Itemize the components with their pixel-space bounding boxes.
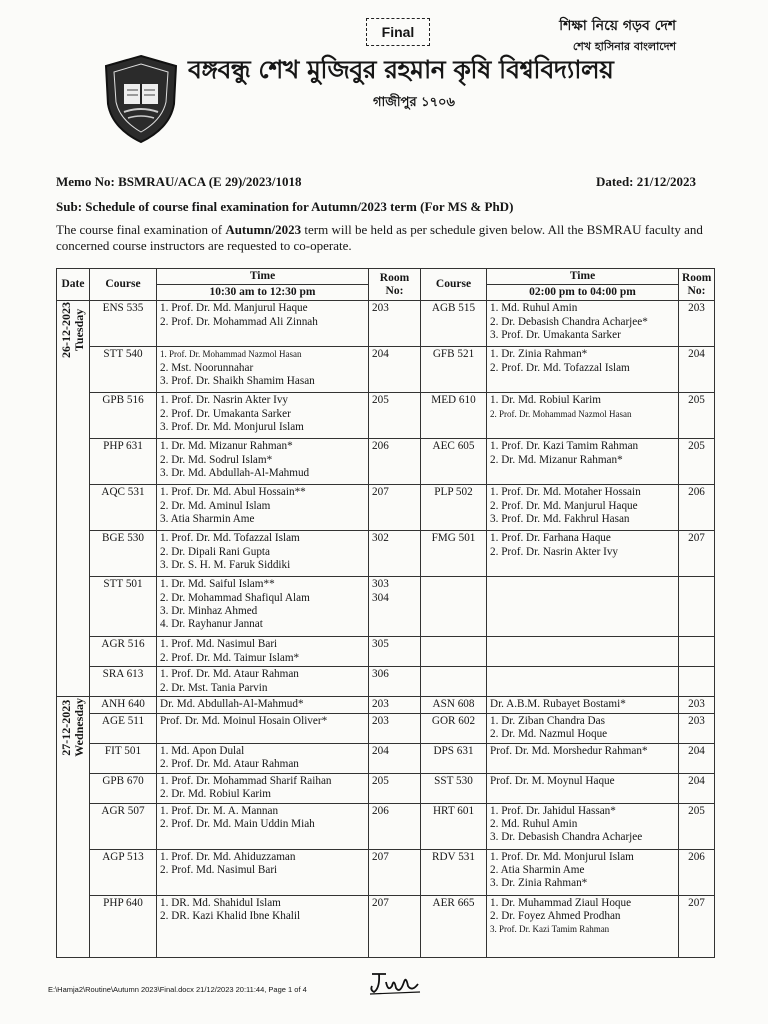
instructor-name: 1. Prof. Md. Nasimul Bari — [160, 638, 278, 651]
schedule-body — [57, 301, 715, 957]
instructor-name: 3. Dr. Zinia Rahman* — [490, 877, 588, 890]
instructor-name: 2. Dr. Debasish Chandra Acharjee* — [490, 315, 648, 328]
course-code-am: AGP 513 — [90, 849, 157, 895]
instructor-name: 3. Prof. Dr. Umakanta Sarker — [490, 328, 621, 341]
course-code-am: ANH 640 — [90, 697, 157, 713]
room-am — [369, 803, 421, 849]
course-code-pm: RDV 531 — [421, 849, 487, 895]
schedule-row — [57, 697, 715, 713]
room-pm: 204 — [679, 743, 715, 773]
room-am — [369, 531, 421, 577]
course-code-pm: GFB 521 — [421, 347, 487, 393]
instructor-name: 2. Prof. Dr. Mohammad Nazmol Hasan — [490, 408, 632, 419]
exam-schedule-table — [56, 268, 715, 958]
room-number: 303 — [372, 578, 389, 591]
room-number: 205 — [372, 394, 389, 407]
instructors-am — [157, 347, 369, 393]
instructor-name: 1. Dr. Ziban Chandra Das — [490, 714, 605, 727]
motto-line-1: শিক্ষা নিয়ে গড়ব দেশ — [559, 18, 676, 34]
room-pm: 203 — [679, 697, 715, 713]
instructor-name: 2. Prof. Md. Nasimul Bari — [160, 863, 278, 876]
room-am — [369, 347, 421, 393]
room-pm: 207 — [679, 531, 715, 577]
course-code-am: STT 501 — [90, 577, 157, 637]
room-number: 204 — [372, 348, 389, 361]
course-code-pm: SST 530 — [421, 773, 487, 803]
room-pm — [679, 667, 715, 697]
course-code-am: GPB 516 — [90, 393, 157, 439]
course-code-pm: ASN 608 — [421, 697, 487, 713]
room-am — [369, 713, 421, 743]
instructor-name: 1. Dr. Md. Robiul Karim — [490, 394, 601, 407]
room-pm: 206 — [679, 485, 715, 531]
course-code-am: BGE 530 — [90, 531, 157, 577]
instructor-name: 1. Dr. Muhammad Ziaul Hoque — [490, 896, 632, 909]
memo-intro — [56, 222, 718, 254]
course-code-am: PHP 631 — [90, 439, 157, 485]
instructors-pm — [487, 743, 679, 773]
course-code-pm — [421, 577, 487, 637]
course-code-pm: AER 665 — [421, 895, 487, 957]
instructor-name: 1. Prof. Dr. Mohammad Sharif Raihan — [160, 774, 332, 787]
instructor-name: Prof. Dr. M. Moynul Haque — [490, 774, 615, 787]
exam-date-label — [60, 302, 86, 358]
schedule-row — [57, 849, 715, 895]
instructor-name: 1. Md. Ruhul Amin — [490, 302, 578, 315]
schedule-row — [57, 743, 715, 773]
instructors-pm — [487, 393, 679, 439]
instructors-am — [157, 697, 369, 713]
instructor-name: 3. Dr. S. H. M. Faruk Siddiki — [160, 558, 291, 571]
course-code-am: ENS 535 — [90, 301, 157, 347]
instructors-pm — [487, 773, 679, 803]
header-afternoon-slot: 02:00 pm to 04:00 pm — [487, 285, 679, 301]
instructor-name: 2. Dr. Md. Sodrul Islam* — [160, 453, 273, 466]
instructor-name: 2. Prof. Dr. Nasrin Akter Ivy — [490, 545, 619, 558]
instructor-name: 3. Dr. Debasish Chandra Acharjee — [490, 831, 643, 844]
room-am — [369, 773, 421, 803]
instructors-pm — [487, 697, 679, 713]
instructor-name: 1. Dr. Md. Saiful Islam** — [160, 578, 275, 591]
instructor-name: 1. Prof. Dr. Md. Manjurul Haque — [160, 302, 308, 315]
room-pm: 206 — [679, 849, 715, 895]
room-am — [369, 895, 421, 957]
university-location: গাজীপুর ১৭০৬ — [373, 95, 455, 110]
instructors-pm — [487, 439, 679, 485]
schedule-row — [57, 773, 715, 803]
instructor-name: 2. Prof. Dr. Md. Main Uddin Miah — [160, 817, 315, 830]
instructors-am — [157, 773, 369, 803]
header-room-am: Room No: — [369, 269, 421, 301]
instructor-name: 1. Prof. Dr. Md. Tofazzal Islam — [160, 532, 300, 545]
course-code-am: SRA 613 — [90, 667, 157, 697]
instructor-name: 2. Dr. Md. Aminul Islam — [160, 499, 271, 512]
instructor-name: 1. Prof. Dr. M. A. Mannan — [160, 804, 279, 817]
room-pm: 205 — [679, 803, 715, 849]
room-pm: 205 — [679, 439, 715, 485]
instructors-am — [157, 301, 369, 347]
instructor-name: 3. Prof. Dr. Md. Monjurul Islam — [160, 420, 304, 433]
room-number: 203 — [372, 302, 389, 315]
instructor-name: 1. Prof. Dr. Jahidul Hassan* — [490, 804, 616, 817]
instructor-name: 1. Dr. Md. Mizanur Rahman* — [160, 440, 293, 453]
course-code-pm: AGB 515 — [421, 301, 487, 347]
instructor-name: 1. Prof. Dr. Farhana Haque — [490, 532, 611, 545]
schedule-row — [57, 393, 715, 439]
instructor-name: 1. DR. Md. Shahidul Islam — [160, 896, 281, 909]
room-pm: 203 — [679, 713, 715, 743]
room-number: 205 — [372, 774, 389, 787]
course-code-am: AQC 531 — [90, 485, 157, 531]
room-number: 306 — [372, 668, 389, 681]
header-course-pm: Course — [421, 269, 487, 301]
instructors-pm — [487, 577, 679, 637]
instructor-name: 1. Prof. Dr. Md. Ahiduzzaman — [160, 850, 296, 863]
instructor-name: Prof. Dr. Md. Morshedur Rahman* — [490, 744, 648, 757]
instructor-name: 1. Prof. Dr. Md. Ataur Rahman — [160, 668, 299, 681]
course-code-pm: HRT 601 — [421, 803, 487, 849]
course-code-pm: PLP 502 — [421, 485, 487, 531]
exam-date-label — [60, 698, 86, 757]
signature — [368, 968, 422, 996]
instructors-am — [157, 713, 369, 743]
room-number: 207 — [372, 850, 389, 863]
instructor-name: 2. Prof. Dr. Md. Manjurul Haque — [490, 499, 638, 512]
room-am — [369, 485, 421, 531]
room-number: 206 — [372, 440, 389, 453]
instructor-name: 4. Dr. Rayhanur Jannat — [160, 618, 263, 631]
schedule-row — [57, 531, 715, 577]
room-am — [369, 393, 421, 439]
room-pm: 205 — [679, 393, 715, 439]
schedule-row — [57, 347, 715, 393]
instructor-name: 2. Dr. Md. Mizanur Rahman* — [490, 453, 623, 466]
instructors-pm — [487, 485, 679, 531]
schedule-row — [57, 895, 715, 957]
instructor-name: 1. Dr. Zinia Rahman* — [490, 348, 588, 361]
instructor-name: 2. Atia Sharmin Ame — [490, 863, 585, 876]
room-pm: 207 — [679, 895, 715, 957]
room-am — [369, 849, 421, 895]
room-am — [369, 637, 421, 667]
intro-text-end: term will be held as per schedule given below. All the BSMRAU faculty and concerned course instructors are requested to co-operate. — [56, 222, 703, 253]
instructors-pm — [487, 531, 679, 577]
instructor-name: Dr. A.B.M. Rubayet Bostami* — [490, 698, 626, 711]
instructor-name: 2. Prof. Dr. Mohammad Ali Zinnah — [160, 315, 318, 328]
university-logo — [100, 54, 182, 144]
instructors-am — [157, 803, 369, 849]
instructors-am — [157, 637, 369, 667]
course-code-am: AGR 507 — [90, 803, 157, 849]
schedule-row — [57, 803, 715, 849]
instructor-name: 2. Dr. Md. Robiul Karim — [160, 787, 271, 800]
instructor-name: 2. Dr. Mohammad Shafiqul Alam — [160, 591, 310, 604]
instructor-name: 1. Md. Apon Dulal — [160, 744, 245, 757]
instructor-name: 2. Md. Ruhul Amin — [490, 817, 578, 830]
instructor-name: 2. Prof. Dr. Md. Tofazzal Islam — [490, 361, 630, 374]
room-am — [369, 301, 421, 347]
room-number: 203 — [372, 698, 389, 711]
room-number: 206 — [372, 804, 389, 817]
instructor-name: 2. Mst. Noorunnahar — [160, 361, 254, 374]
date-cell — [57, 697, 90, 957]
schedule-row — [57, 485, 715, 531]
course-code-pm — [421, 637, 487, 667]
instructor-name: 2. Prof. Dr. Md. Taimur Islam* — [160, 651, 300, 664]
exam-weekday: Wednesday — [72, 698, 87, 758]
instructor-name: 1. Prof. Dr. Md. Abul Hossain** — [160, 486, 306, 499]
instructor-name: 3. Prof. Dr. Kazi Tamim Rahman — [490, 924, 610, 935]
room-am — [369, 577, 421, 637]
room-am — [369, 439, 421, 485]
intro-text-start: The course final examination of — [56, 222, 226, 237]
memo-date: Dated: 21/12/2023 — [595, 174, 696, 189]
instructors-am — [157, 895, 369, 957]
course-code-pm: MED 610 — [421, 393, 487, 439]
instructors-pm — [487, 803, 679, 849]
room-number: 204 — [372, 744, 389, 757]
instructors-am — [157, 393, 369, 439]
room-pm: 204 — [679, 773, 715, 803]
course-code-am: STT 540 — [90, 347, 157, 393]
instructor-name: 3. Atia Sharmin Ame — [160, 512, 255, 525]
schedule-row — [57, 713, 715, 743]
instructors-pm — [487, 347, 679, 393]
instructor-name: 3. Dr. Minhaz Ahmed — [160, 604, 258, 617]
course-code-pm — [421, 667, 487, 697]
room-pm: 203 — [679, 301, 715, 347]
header-morning-slot: 10:30 am to 12:30 pm — [157, 285, 369, 301]
course-code-pm: DPS 631 — [421, 743, 487, 773]
instructor-name: Prof. Dr. Md. Moinul Hosain Oliver* — [160, 714, 328, 727]
room-am — [369, 743, 421, 773]
instructor-name: 1. Prof. Dr. Md. Motaher Hossain — [490, 486, 641, 499]
room-number: 207 — [372, 896, 389, 909]
header-date: Date — [57, 269, 90, 301]
exam-weekday: Tuesday — [72, 309, 87, 352]
course-code-pm: GOR 602 — [421, 713, 487, 743]
room-am — [369, 697, 421, 713]
instructors-pm — [487, 637, 679, 667]
file-info-footer: E:\Hamja2\Routine\Autumn 2023\Final.docx 21/12/2023 20:11:44, Page 1 of 4 — [48, 985, 307, 994]
motto-line-2: শেখ হাসিনার বাংলাদেশ — [572, 40, 676, 53]
course-code-pm: FMG 501 — [421, 531, 487, 577]
instructor-name: 1. Prof. Dr. Nasrin Akter Ivy — [160, 394, 289, 407]
schedule-row — [57, 301, 715, 347]
instructors-pm — [487, 667, 679, 697]
instructors-am — [157, 439, 369, 485]
course-code-pm: AEC 605 — [421, 439, 487, 485]
room-number: 305 — [372, 638, 389, 651]
instructor-name: 2. Prof. Dr. Md. Ataur Rahman — [160, 757, 299, 770]
header-course-am: Course — [90, 269, 157, 301]
instructor-name: 3. Prof. Dr. Shaikh Shamim Hasan — [160, 374, 315, 387]
course-code-am: AGE 511 — [90, 713, 157, 743]
room-number: 207 — [372, 486, 389, 499]
header-time-pm: Time — [487, 269, 679, 285]
instructor-name: 3. Dr. Md. Abdullah-Al-Mahmud — [160, 466, 310, 479]
room-pm — [679, 577, 715, 637]
instructor-name: 3. Prof. Dr. Md. Fakhrul Hasan — [490, 512, 630, 525]
course-code-am: AGR 516 — [90, 637, 157, 667]
instructors-am — [157, 485, 369, 531]
instructor-name: Dr. Md. Abdullah-Al-Mahmud* — [160, 698, 304, 711]
room-number: 304 — [372, 591, 389, 604]
header-room-pm: Room No: — [679, 269, 715, 301]
instructors-am — [157, 577, 369, 637]
instructor-name: 2. DR. Kazi Khalid Ibne Khalil — [160, 909, 301, 922]
university-name: বঙ্গবন্ধু শেখ মুজিবুর রহমান কৃষি বিশ্ববিদ্যালয় — [188, 55, 614, 84]
instructor-name: 1. Prof. Dr. Mohammad Nazmol Hasan — [160, 349, 302, 360]
intro-term: Autumn/2023 — [225, 222, 302, 237]
memo-number: Memo No: BSMRAU/ACA (E 29)/2023/1018 — [56, 174, 302, 189]
room-number: 302 — [372, 532, 389, 545]
header-time-am: Time — [157, 269, 369, 285]
instructor-name: 2. Dr. Dipali Rani Gupta — [160, 545, 270, 558]
schedule-row — [57, 577, 715, 637]
instructors-pm — [487, 895, 679, 957]
memo-subject: Sub: Schedule of course final examination for Autumn/2023 term (For MS & PhD) — [56, 199, 514, 214]
instructor-name: 2. Dr. Foyez Ahmed Prodhan — [490, 909, 621, 922]
exam-date: 27-12-2023 — [59, 699, 73, 756]
instructors-am — [157, 849, 369, 895]
final-stamp: Final — [366, 18, 430, 46]
instructor-name: 2. Prof. Dr. Umakanta Sarker — [160, 407, 291, 420]
exam-date: 26-12-2023 — [59, 302, 73, 359]
room-pm — [679, 637, 715, 667]
instructors-pm — [487, 713, 679, 743]
course-code-am: FIT 501 — [90, 743, 157, 773]
date-cell — [57, 301, 90, 697]
room-pm: 204 — [679, 347, 715, 393]
schedule-row — [57, 637, 715, 667]
room-am — [369, 667, 421, 697]
schedule-row — [57, 667, 715, 697]
instructor-name: 2. Dr. Md. Nazmul Hoque — [490, 727, 608, 740]
course-code-am: PHP 640 — [90, 895, 157, 957]
schedule-row — [57, 439, 715, 485]
instructors-pm — [487, 301, 679, 347]
instructors-am — [157, 743, 369, 773]
room-number: 203 — [372, 714, 389, 727]
instructors-am — [157, 667, 369, 697]
instructor-name: 1. Prof. Dr. Kazi Tamim Rahman — [490, 440, 639, 453]
course-code-am: GPB 670 — [90, 773, 157, 803]
instructors-pm — [487, 849, 679, 895]
instructor-name: 2. Dr. Mst. Tania Parvin — [160, 681, 268, 694]
instructor-name: 1. Prof. Dr. Md. Monjurul Islam — [490, 850, 634, 863]
instructors-am — [157, 531, 369, 577]
